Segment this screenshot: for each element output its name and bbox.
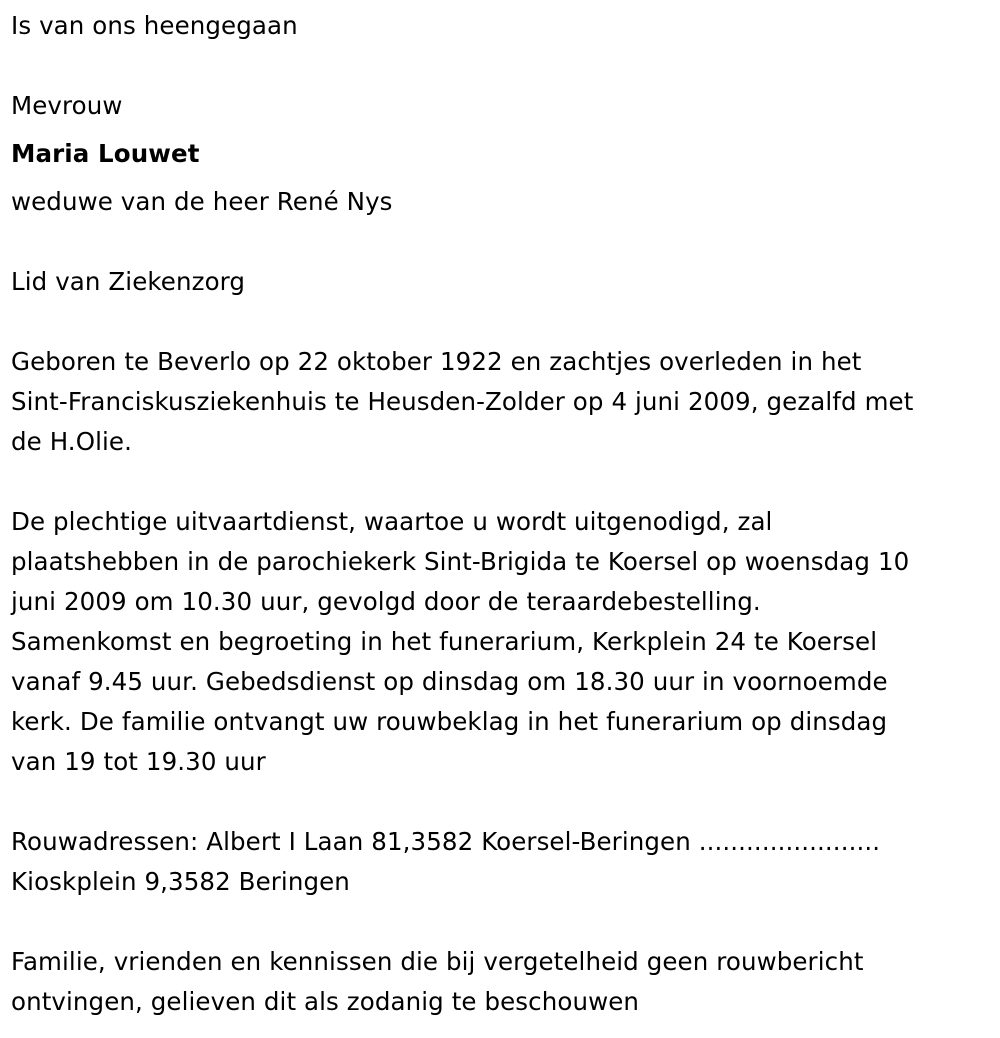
paragraph-line: kerk. De familie ontvangt uw rouwbeklag in het funerarium op dinsdag (11, 707, 888, 736)
paragraph-line: ontvingen, gelieven dit als zodanig te beschouwen (11, 987, 640, 1016)
paragraph-line: Sint-Franciskusziekenhuis te Heusden-Zolder op 4 juni 2009, gezalfd met (11, 387, 914, 416)
paragraph-line: De plechtige uitvaartdienst, waartoe u wordt uitgenodigd, zal (11, 507, 773, 536)
deceased-name: Maria Louwet (11, 139, 200, 168)
widow-of-line: weduwe van de heer René Nys (11, 187, 393, 216)
paragraph-line: Familie, vrienden en kennissen die bij vergetelheid geen rouwbericht (11, 947, 864, 976)
paragraph-line: Rouwadressen: Albert I Laan 81,3582 Koersel-Beringen ....................... (11, 827, 881, 856)
paragraph-line: van 19 tot 19.30 uur (11, 747, 266, 776)
paragraph-line: de H.Olie. (11, 427, 132, 456)
paragraph-line: Samenkomst en begroeting in het funerarium, Kerkplein 24 te Koersel (11, 627, 878, 656)
paragraph-line: Geboren te Beverlo op 22 oktober 1922 en zachtjes overleden in het (11, 347, 862, 376)
paragraph-line: vanaf 9.45 uur. Gebedsdienst op dinsdag om 18.30 uur in voornoemde (11, 667, 888, 696)
paragraph-line: juni 2009 om 10.30 uur, gevolgd door de teraardebestelling. (11, 587, 761, 616)
salutation: Mevrouw (11, 91, 123, 120)
membership-line: Lid van Ziekenzorg (11, 267, 246, 296)
paragraph-line: plaatshebben in de parochiekerk Sint-Brigida te Koersel op woensdag 10 (11, 547, 910, 576)
paragraph-line: Kioskplein 9,3582 Beringen (11, 867, 350, 896)
intro-text: Is van ons heengegaan (11, 11, 298, 40)
